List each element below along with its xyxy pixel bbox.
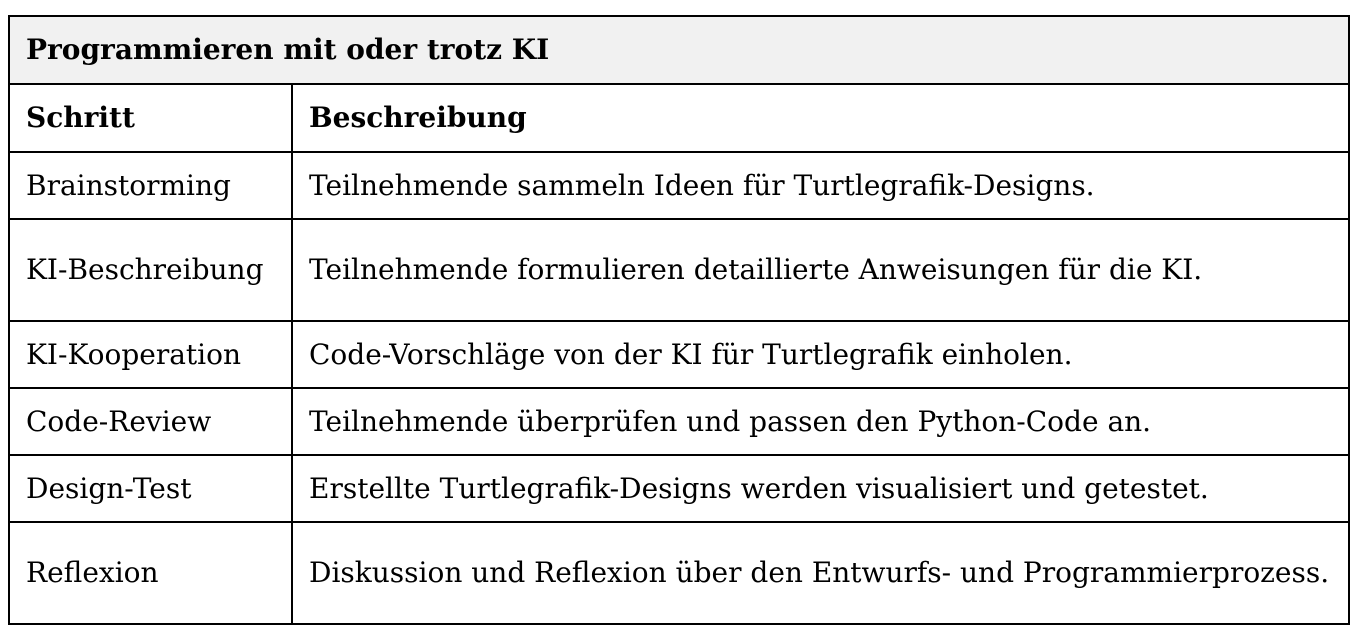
step-cell: KI-Kooperation <box>9 321 292 388</box>
description-cell: Teilnehmende überprüfen und passen den Python-Code an. <box>292 388 1349 455</box>
column-header-step: Schritt <box>9 84 292 152</box>
steps-table <box>8 15 1350 625</box>
table-header-row <box>9 84 1349 152</box>
description-cell: Teilnehmende sammeln Ideen für Turtlegrafik-Designs. <box>292 152 1349 219</box>
table-caption-row <box>9 16 1349 84</box>
step-cell: Reflexion <box>9 522 292 624</box>
step-cell: Design-Test <box>9 455 292 522</box>
table-row <box>9 455 1349 522</box>
table-row <box>9 388 1349 455</box>
table-row <box>9 219 1349 321</box>
table-title: Programmieren mit oder trotz KI <box>9 16 1349 84</box>
step-cell: KI-Beschreibung <box>9 219 292 321</box>
description-cell: Teilnehmende formulieren detaillierte Anweisungen für die KI. <box>292 219 1349 321</box>
step-cell: Code-Review <box>9 388 292 455</box>
document-table-container <box>8 15 1350 625</box>
table-row <box>9 522 1349 624</box>
table-row <box>9 321 1349 388</box>
description-cell: Code-Vorschläge von der KI für Turtlegrafik einholen. <box>292 321 1349 388</box>
description-cell: Erstellte Turtlegrafik-Designs werden visualisiert und getestet. <box>292 455 1349 522</box>
step-cell: Brainstorming <box>9 152 292 219</box>
table-row <box>9 152 1349 219</box>
column-header-description: Beschreibung <box>292 84 1349 152</box>
description-cell: Diskussion und Reflexion über den Entwurfs- und Programmierprozess. <box>292 522 1349 624</box>
